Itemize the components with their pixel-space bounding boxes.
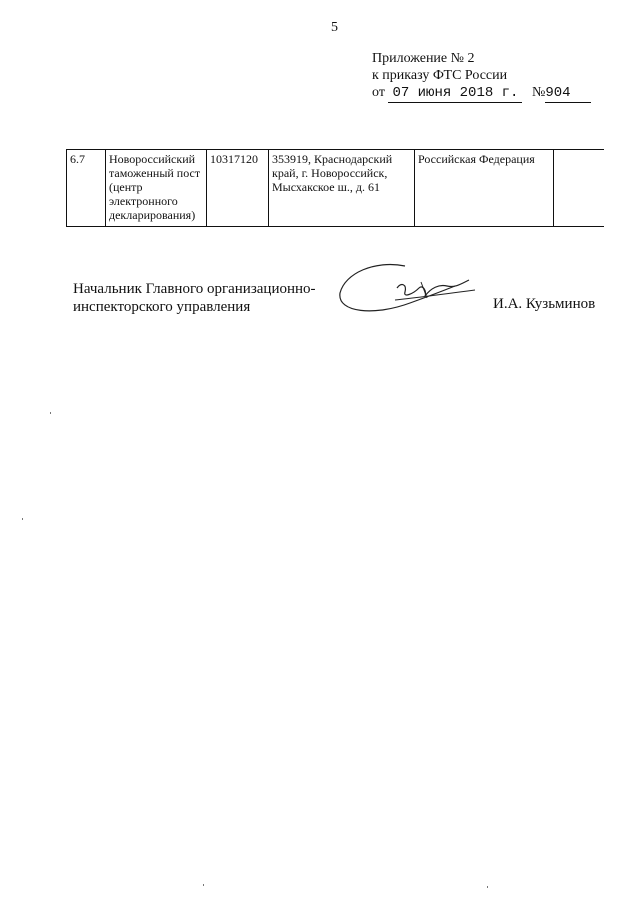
post-name: Новороссийский таможенный пост (центр электронного декларирования): [106, 150, 207, 227]
scan-speck: [487, 886, 488, 888]
row-number: 6.7: [67, 150, 106, 227]
signer-title-line1: Начальник Главного организационно-: [73, 281, 316, 297]
number-label: №: [531, 85, 546, 100]
post-code: 10317120: [207, 150, 269, 227]
page-number: 5: [331, 20, 338, 35]
appendix-title: Приложение № 2: [372, 51, 475, 66]
appendix-date-line: [372, 84, 591, 103]
extra-cell: [554, 150, 605, 227]
order-date: 07 июня 2018 г.: [388, 85, 522, 103]
scan-speck: [22, 518, 23, 520]
signer-title-line2: инспекторского управления: [73, 299, 251, 315]
customs-post-table: [66, 149, 604, 227]
from-label: от: [372, 85, 385, 100]
signer-name: И.А. Кузьминов: [493, 296, 596, 312]
scan-speck: [50, 412, 51, 414]
appendix-order-ref: к приказу ФТС России: [372, 68, 508, 83]
post-country: Российская Федерация: [415, 150, 554, 227]
post-address: 353919, Краснодарский край, г. Новороссийск, Мысхакское ш., д. 61: [269, 150, 415, 227]
handwritten-signature: [335, 258, 485, 328]
order-number: 904: [545, 85, 591, 103]
signer-title: [73, 280, 316, 316]
table-row: [67, 150, 605, 227]
scan-speck: [203, 884, 204, 886]
appendix-header: [372, 50, 591, 103]
